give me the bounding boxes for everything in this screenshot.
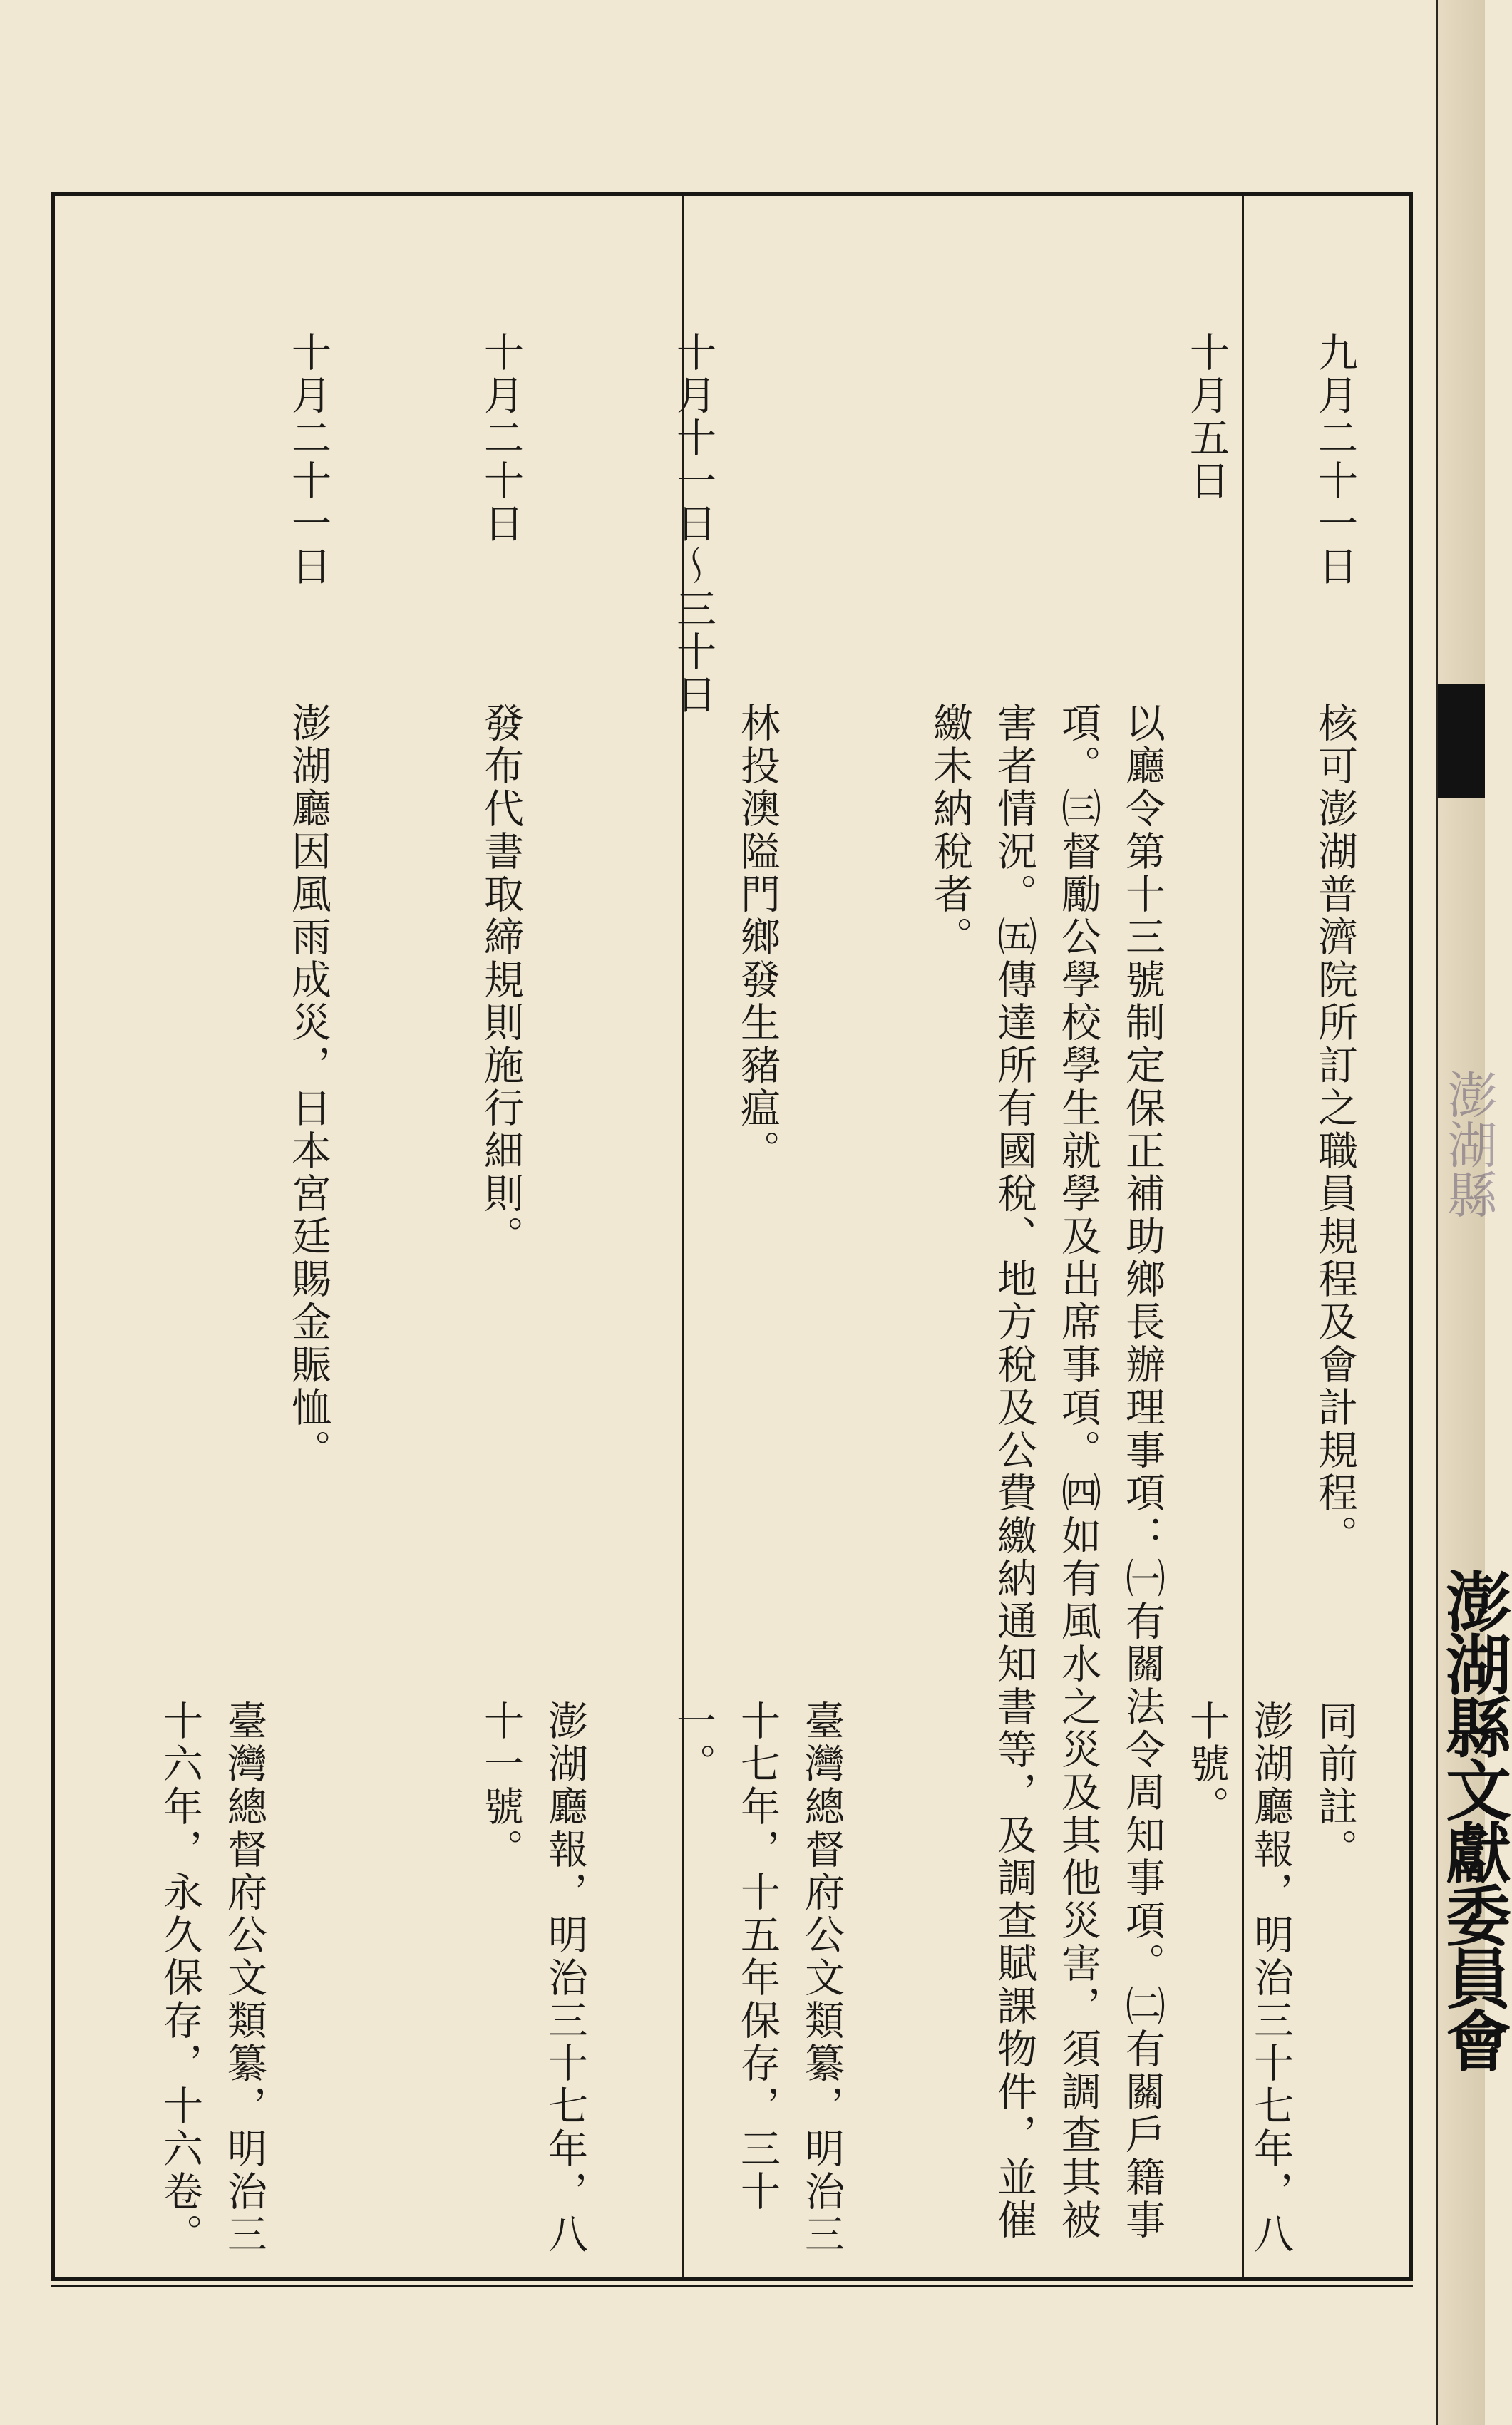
row-event: 發布代書取締規則施行細則。 xyxy=(478,702,524,1258)
publisher-name: 澎湖縣文獻委員會 xyxy=(1435,1568,1512,2070)
row-source: 臺灣總督府公文類纂，明治三十六年，永久保存，十六卷。 xyxy=(157,1700,267,2256)
row-date: 十月十一日～三十日 xyxy=(670,331,716,716)
publisher-edge xyxy=(1435,0,1512,2425)
chronology-table xyxy=(51,192,1413,2281)
row-event: 核可澎湖普濟院所訂之職員規程及會計規程。 xyxy=(1312,702,1358,1558)
row-event: 以廳令第十三號制定保正補助鄉長辦理事項：㈠有關法令周知事項。㈡有關戶籍事項。㈢督勵公學校學生就學及出席事項。㈣如有風水之災及其他災害，須調查其被害者情況。㈤傳達所有國稅、地方稅及公費繳納通知書等，及調查賦課物件，並催繳未納稅者。 xyxy=(927,702,1166,2242)
row-date: 九月二十一日 xyxy=(1312,331,1358,588)
row-source: 澎湖廳報，明治三十七年，八十一號。 xyxy=(478,1700,588,2256)
row-date: 十月二十一日 xyxy=(285,331,331,588)
row-event: 澎湖廳因風雨成災，日本宮廷賜金賑恤。 xyxy=(285,702,331,1472)
row-source: 澎湖廳報，明治三十七年，八十號。 xyxy=(1183,1700,1294,2256)
ink-blot xyxy=(1438,684,1485,798)
row-source: 臺灣總督府公文類纂，明治三十七年，十五年保存，三十一。 xyxy=(670,1700,845,2256)
row-event: 林投澳隘門鄉發生豬瘟。 xyxy=(734,702,781,1173)
row-date: 十月五日 xyxy=(1183,331,1230,503)
row-source: 同前註。 xyxy=(1312,1700,1358,1871)
row-date: 十月二十日 xyxy=(478,331,524,545)
bleed-through-mark: 澎湖縣 xyxy=(1439,1069,1498,1219)
